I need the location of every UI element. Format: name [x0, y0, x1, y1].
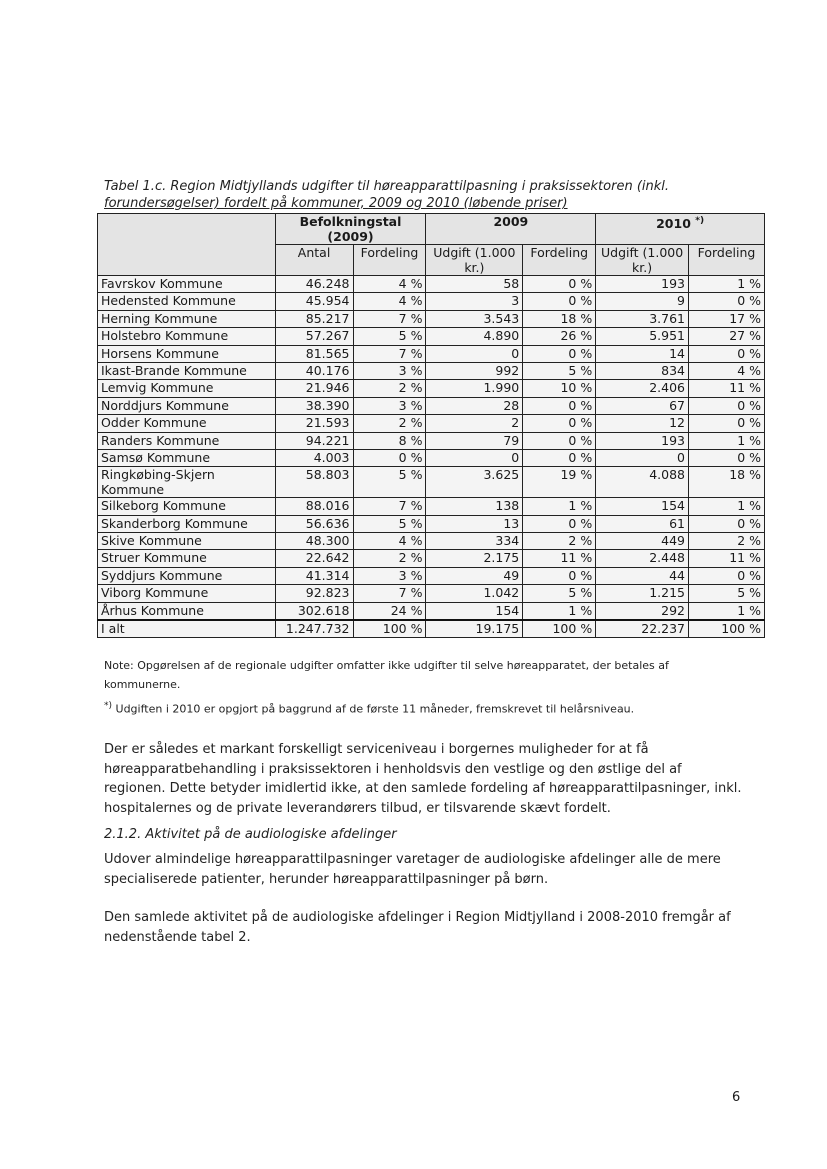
cell-fordeling-2009: 1 %	[523, 498, 596, 515]
cell-udgift-2010: 9	[596, 293, 689, 310]
expenditure-table	[97, 213, 765, 638]
cell-fordeling-2010: 27 %	[689, 328, 765, 345]
cell-fordeling-2010: 100 %	[689, 620, 765, 638]
cell-name: Herning Kommune	[98, 310, 276, 327]
cell-antal: 92.823	[275, 585, 353, 602]
cell-fordeling-pop: 3 %	[353, 362, 426, 379]
subheader-antal: Antal	[275, 245, 353, 276]
cell-fordeling-2010: 1 %	[689, 602, 765, 620]
cell-udgift-2009: 2	[426, 415, 523, 432]
cell-udgift-2009: 13	[426, 515, 523, 532]
cell-udgift-2009: 1.990	[426, 380, 523, 397]
cell-udgift-2010: 22.237	[596, 620, 689, 638]
cell-name: Skanderborg Kommune	[98, 515, 276, 532]
cell-name: Ringkøbing-Skjern Kommune	[98, 467, 276, 498]
table-row	[98, 533, 765, 550]
cell-udgift-2009: 1.042	[426, 585, 523, 602]
cell-udgift-2010: 5.951	[596, 328, 689, 345]
cell-fordeling-2009: 0 %	[523, 397, 596, 414]
cell-fordeling-pop: 2 %	[353, 380, 426, 397]
cell-name: Silkeborg Kommune	[98, 498, 276, 515]
section-heading: 2.1.2. Aktivitet på de audiologiske afdelinger	[104, 827, 397, 842]
header-2009: 2009	[426, 214, 596, 245]
table-row	[98, 310, 765, 327]
table-row	[98, 449, 765, 466]
note-2	[104, 697, 744, 719]
cell-antal: 88.016	[275, 498, 353, 515]
cell-name: Hedensted Kommune	[98, 293, 276, 310]
cell-fordeling-2010: 18 %	[689, 467, 765, 498]
cell-udgift-2009: 4.890	[426, 328, 523, 345]
cell-fordeling-pop: 5 %	[353, 328, 426, 345]
cell-antal: 46.248	[275, 276, 353, 293]
subheader-udgift-2010: Udgift (1.000 kr.)	[596, 245, 689, 276]
cell-udgift-2010: 12	[596, 415, 689, 432]
cell-antal: 21.946	[275, 380, 353, 397]
table-caption	[104, 178, 764, 212]
cell-udgift-2010: 193	[596, 432, 689, 449]
cell-udgift-2010: 193	[596, 276, 689, 293]
paragraph-3: Den samlede aktivitet på de audiologiske afdelinger i Region Midtjylland i 2008-2010 fremgår af nedenstående tabel 2.	[104, 910, 731, 945]
cell-udgift-2009: 49	[426, 567, 523, 584]
table-row	[98, 380, 765, 397]
cell-name: Favrskov Kommune	[98, 276, 276, 293]
cell-udgift-2010: 449	[596, 533, 689, 550]
cell-name: Horsens Kommune	[98, 345, 276, 362]
cell-antal: 41.314	[275, 567, 353, 584]
cell-name: Skive Kommune	[98, 533, 276, 550]
cell-udgift-2010: 1.215	[596, 585, 689, 602]
cell-udgift-2010: 834	[596, 362, 689, 379]
cell-udgift-2010: 0	[596, 449, 689, 466]
cell-fordeling-2009: 1 %	[523, 602, 596, 620]
cell-udgift-2009: 2.175	[426, 550, 523, 567]
cell-name: Struer Kommune	[98, 550, 276, 567]
cell-fordeling-2009: 0 %	[523, 276, 596, 293]
cell-udgift-2009: 19.175	[426, 620, 523, 638]
cell-antal: 57.267	[275, 328, 353, 345]
cell-fordeling-2010: 0 %	[689, 567, 765, 584]
table-row	[98, 293, 765, 310]
cell-fordeling-pop: 4 %	[353, 293, 426, 310]
note-2-text: Udgiften i 2010 er opgjort på baggrund af de første 11 måneder, fremskrevet til helårsniveau.	[115, 702, 635, 716]
note-2-mark: *)	[104, 701, 113, 711]
cell-fordeling-pop: 7 %	[353, 498, 426, 515]
cell-fordeling-2010: 0 %	[689, 345, 765, 362]
cell-name: Odder Kommune	[98, 415, 276, 432]
cell-fordeling-pop: 5 %	[353, 515, 426, 532]
cell-fordeling-pop: 2 %	[353, 415, 426, 432]
subheader-udgift-2009: Udgift (1.000 kr.)	[426, 245, 523, 276]
table-row	[98, 397, 765, 414]
cell-udgift-2009: 138	[426, 498, 523, 515]
cell-udgift-2009: 58	[426, 276, 523, 293]
header-population: Befolkningstal (2009)	[275, 214, 426, 245]
cell-fordeling-pop: 8 %	[353, 432, 426, 449]
page-number: 6	[732, 1090, 741, 1105]
cell-fordeling-2010: 0 %	[689, 397, 765, 414]
table-row	[98, 432, 765, 449]
cell-fordeling-2009: 100 %	[523, 620, 596, 638]
cell-fordeling-2010: 2 %	[689, 533, 765, 550]
cell-antal: 1.247.732	[275, 620, 353, 638]
cell-fordeling-2010: 1 %	[689, 276, 765, 293]
cell-name: Århus Kommune	[98, 602, 276, 620]
table-row	[98, 276, 765, 293]
cell-antal: 302.618	[275, 602, 353, 620]
cell-fordeling-pop: 3 %	[353, 397, 426, 414]
cell-udgift-2009: 334	[426, 533, 523, 550]
cell-name: I alt	[98, 620, 276, 638]
cell-fordeling-pop: 3 %	[353, 567, 426, 584]
cell-udgift-2009: 79	[426, 432, 523, 449]
cell-name: Lemvig Kommune	[98, 380, 276, 397]
cell-udgift-2009: 3.543	[426, 310, 523, 327]
cell-fordeling-2010: 1 %	[689, 498, 765, 515]
cell-fordeling-2009: 18 %	[523, 310, 596, 327]
paragraph-2: Udover almindelige høreapparattilpasninger varetager de audiologiske afdelinger alle de mere specialiserede patienter, herunder høreapparattilpasninger på børn.	[104, 852, 721, 887]
cell-fordeling-2010: 0 %	[689, 293, 765, 310]
cell-fordeling-pop: 24 %	[353, 602, 426, 620]
subheader-fordeling-pop: Fordeling	[353, 245, 426, 276]
cell-fordeling-2009: 5 %	[523, 362, 596, 379]
cell-udgift-2010: 61	[596, 515, 689, 532]
cell-udgift-2009: 0	[426, 345, 523, 362]
cell-fordeling-2010: 4 %	[689, 362, 765, 379]
cell-fordeling-pop: 7 %	[353, 585, 426, 602]
cell-antal: 94.221	[275, 432, 353, 449]
caption-line-2: forundersøgelser) fordelt på kommuner, 2009 og 2010 (løbende priser)	[104, 196, 568, 211]
cell-fordeling-2010: 5 %	[689, 585, 765, 602]
cell-udgift-2010: 154	[596, 498, 689, 515]
subheader-fordeling-2010: Fordeling	[689, 245, 765, 276]
cell-fordeling-pop: 0 %	[353, 449, 426, 466]
cell-fordeling-pop: 4 %	[353, 533, 426, 550]
cell-antal: 38.390	[275, 397, 353, 414]
cell-fordeling-2009: 0 %	[523, 293, 596, 310]
cell-udgift-2010: 292	[596, 602, 689, 620]
table-body	[98, 276, 765, 621]
cell-fordeling-2009: 26 %	[523, 328, 596, 345]
table-row	[98, 498, 765, 515]
cell-udgift-2010: 14	[596, 345, 689, 362]
cell-antal: 22.642	[275, 550, 353, 567]
cell-fordeling-2010: 0 %	[689, 415, 765, 432]
cell-fordeling-2009: 0 %	[523, 567, 596, 584]
cell-fordeling-2009: 11 %	[523, 550, 596, 567]
cell-fordeling-2009: 19 %	[523, 467, 596, 498]
cell-name: Samsø Kommune	[98, 449, 276, 466]
table-row	[98, 362, 765, 379]
cell-fordeling-2010: 17 %	[689, 310, 765, 327]
cell-fordeling-2010: 1 %	[689, 432, 765, 449]
header-2010	[596, 214, 765, 245]
cell-fordeling-2009: 0 %	[523, 432, 596, 449]
cell-udgift-2010: 2.448	[596, 550, 689, 567]
cell-name: Ikast-Brande Kommune	[98, 362, 276, 379]
cell-fordeling-2010: 11 %	[689, 380, 765, 397]
cell-antal: 21.593	[275, 415, 353, 432]
cell-antal: 56.636	[275, 515, 353, 532]
table-row	[98, 328, 765, 345]
cell-fordeling-2009: 0 %	[523, 415, 596, 432]
cell-name: Viborg Kommune	[98, 585, 276, 602]
cell-antal: 85.217	[275, 310, 353, 327]
header-blank	[98, 214, 276, 276]
cell-antal: 58.803	[275, 467, 353, 498]
paragraph-1: Der er således et markant forskelligt serviceniveau i borgernes muligheder for at få høreapparatbehandling i praksissektoren i henholdsvis den vestlige og den østlige del af regionen. Dette betyder imidlertid ikke, at den samlede fordeling af høreapparattilpasninger, inkl. hospitalernes og de private leverandørers tilbud, er tilsvarende skævt fordelt.	[104, 742, 742, 816]
subheader-fordeling-2009: Fordeling	[523, 245, 596, 276]
cell-fordeling-2010: 0 %	[689, 515, 765, 532]
cell-udgift-2010: 2.406	[596, 380, 689, 397]
cell-antal: 4.003	[275, 449, 353, 466]
caption-line-1: Tabel 1.c. Region Midtjyllands udgifter til høreapparattilpasning i praksissektoren (inkl.	[104, 179, 670, 194]
cell-name: Holstebro Kommune	[98, 328, 276, 345]
cell-fordeling-2010: 11 %	[689, 550, 765, 567]
table-row	[98, 550, 765, 567]
cell-name: Norddjurs Kommune	[98, 397, 276, 414]
cell-fordeling-pop: 7 %	[353, 310, 426, 327]
cell-antal: 45.954	[275, 293, 353, 310]
cell-fordeling-pop: 7 %	[353, 345, 426, 362]
table-row	[98, 345, 765, 362]
cell-fordeling-2009: 5 %	[523, 585, 596, 602]
table-row	[98, 602, 765, 620]
cell-antal: 81.565	[275, 345, 353, 362]
cell-fordeling-2010: 0 %	[689, 449, 765, 466]
cell-fordeling-pop: 4 %	[353, 276, 426, 293]
cell-udgift-2009: 992	[426, 362, 523, 379]
cell-name: Syddjurs Kommune	[98, 567, 276, 584]
table-row	[98, 567, 765, 584]
header-2010-label: 2010	[656, 216, 691, 232]
cell-udgift-2009: 154	[426, 602, 523, 620]
cell-udgift-2009: 3	[426, 293, 523, 310]
note-1: Note: Opgørelsen af de regionale udgifter omfatter ikke udgifter til selve høreapparatet, der betales af kommunerne.	[104, 659, 669, 691]
cell-fordeling-pop: 5 %	[353, 467, 426, 498]
cell-udgift-2009: 3.625	[426, 467, 523, 498]
cell-fordeling-2009: 0 %	[523, 345, 596, 362]
table-row-total	[98, 620, 765, 638]
cell-fordeling-2009: 0 %	[523, 449, 596, 466]
cell-udgift-2009: 0	[426, 449, 523, 466]
cell-fordeling-2009: 2 %	[523, 533, 596, 550]
cell-fordeling-2009: 10 %	[523, 380, 596, 397]
cell-antal: 48.300	[275, 533, 353, 550]
header-2010-mark: *)	[695, 216, 705, 226]
cell-udgift-2010: 3.761	[596, 310, 689, 327]
cell-udgift-2010: 4.088	[596, 467, 689, 498]
table-row	[98, 467, 765, 498]
cell-name: Randers Kommune	[98, 432, 276, 449]
table-row	[98, 585, 765, 602]
cell-fordeling-pop: 100 %	[353, 620, 426, 638]
cell-udgift-2010: 44	[596, 567, 689, 584]
cell-udgift-2009: 28	[426, 397, 523, 414]
cell-antal: 40.176	[275, 362, 353, 379]
cell-fordeling-2009: 0 %	[523, 515, 596, 532]
cell-fordeling-pop: 2 %	[353, 550, 426, 567]
cell-udgift-2010: 67	[596, 397, 689, 414]
table-row	[98, 515, 765, 532]
table-row	[98, 415, 765, 432]
